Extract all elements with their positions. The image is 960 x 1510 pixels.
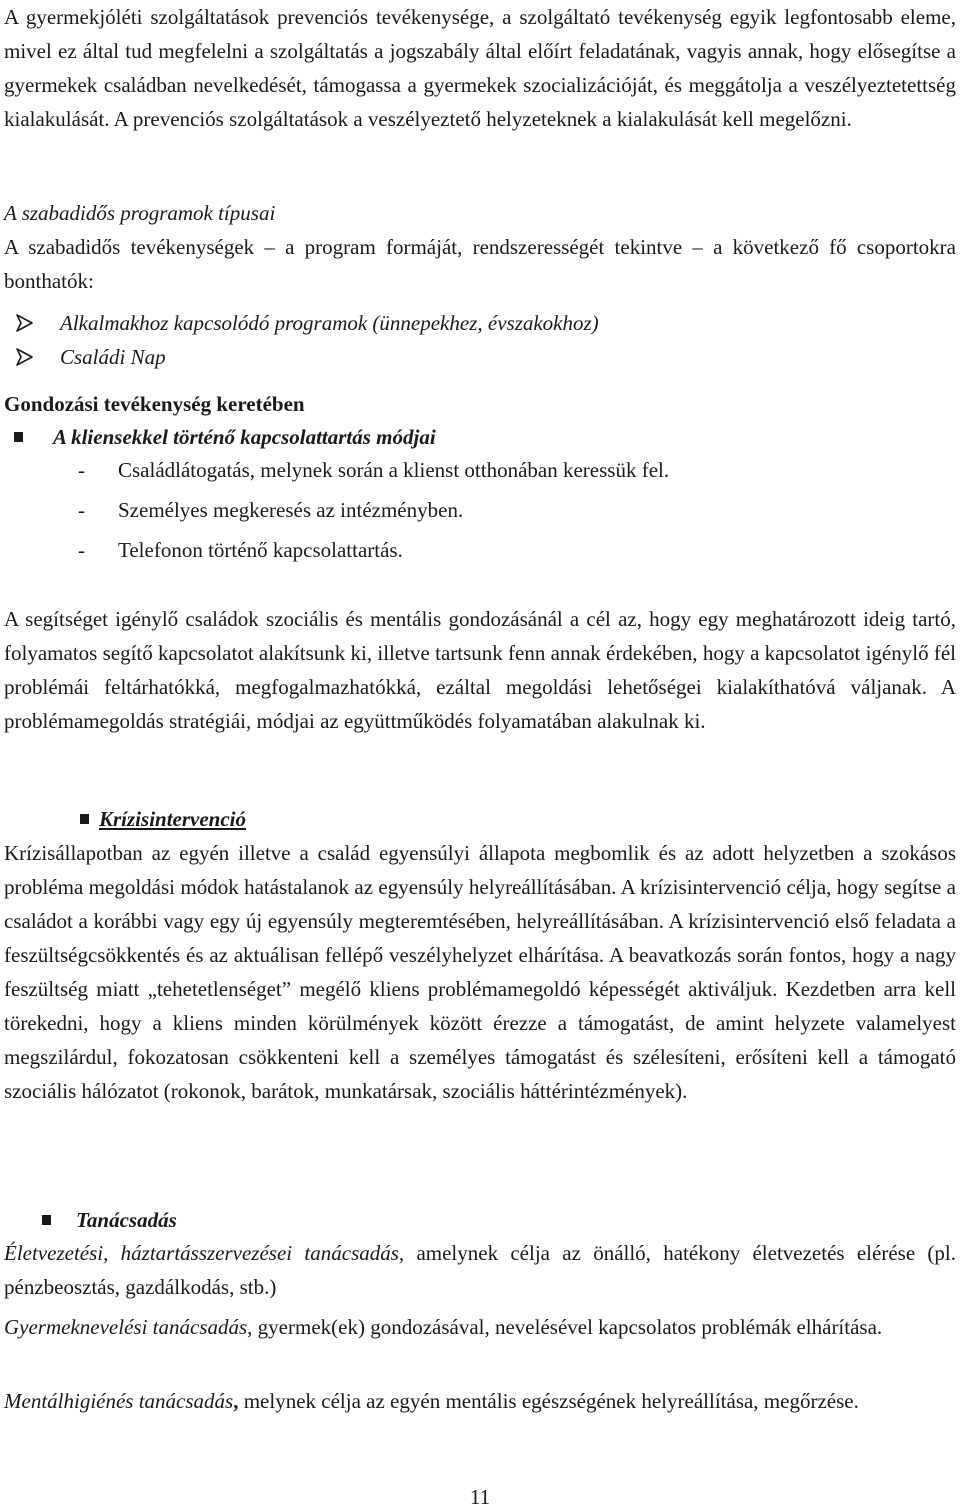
counseling-item: Mentálhigiénés tanácsadás, melynek célja az egyén mentális egészségének helyreállítása, megőrzése. — [4, 1389, 859, 1413]
leisure-title: A szabadidős programok típusai — [4, 201, 276, 225]
intro-paragraph: A gyermekjóléti szolgáltatások prevenciós tevékenysége, a szolgáltató tevékenység egyik legfontosabb eleme, mivel ez által tud megfelelni a szolgáltatás a jogszabály által előírt feladatának, vagyis annak, hogy elősegítse a gyermekek családban nevelkedését, támogassa a gyermekek szocializációját, és meggátolja a veszélyeztetettség kialakulását. A prevenciós szolgáltatások a veszélyeztető helyzeteknek a kialakulását kell megelőzni. — [4, 5, 956, 131]
arrow-bullet-icon — [4, 313, 60, 333]
crisis-paragraph: Krízisállapotban az egyén illetve a család egyensúlyi állapota megbomlik és az adott helyzetben a szokásos probléma megoldási módok hatástalanok az egyensúly helyreállításában. A krízisintervenció célja, hogy segítse a családot a korábbi vagy egy új egyensúly megteremtésében, helyreállításában. A krízisintervenció első feladata a feszültségcsökkentés és az aktuálisan fellépő veszélyhelyzet elhárítása. A beavatkozás során fontos, hogy a nagy feszültség miatt „tehetetlenséget” megélő kliens problémamegoldó képességét aktiváljuk. Kezdetben arra kell törekedni, hogy a kliens minden körülmények között érezze a támogatást, de amint helyzete valamelyest megszilárdul, fokozatosan csökkenteni kell a személyes támogatást és szélesíteni, erősíteni kell a támogató szociális hálózatot (rokonok, barátok, munkatársak, szociális háttérintézmények). — [4, 841, 956, 1103]
arrow-bullet-icon — [4, 347, 60, 367]
leisure-item — [4, 306, 599, 340]
list-item: - Telefonon történő kapcsolattartás. — [78, 538, 403, 562]
square-bullet-icon — [42, 1215, 51, 1225]
counseling-item: Gyermeknevelési tanácsadás, gyermek(ek) gondozásával, nevelésével kapcsolatos problémák elhárítása. — [4, 1315, 883, 1339]
leisure-item — [4, 340, 166, 374]
page-number: 11 — [469, 1485, 491, 1509]
contact-title: A kliensekkel történő kapcsolattartás módjai — [53, 425, 436, 449]
square-bullet-icon — [14, 432, 23, 442]
list-item: - Személyes megkeresés az intézményben. — [78, 498, 464, 522]
contact-title-row — [14, 420, 436, 454]
crisis-title: Krízisintervenció — [99, 807, 247, 831]
care-paragraph: A segítséget igénylő családok szociális és mentális gondozásánál a cél az, hogy egy meghatározott ideig tartó, folyamatos segítő kapcsolatot alakítsunk ki, illetve tartsunk fenn annak érdekében, hogy a kapcsolatot igénylő fél problémái feltárhatókká, megfogalmazhatókká, ezáltal megoldási lehetőségei kialakíthatóvá váljanak. A problémamegoldás stratégiái, módjai az együttműködés folyamatában alakulnak ki. — [4, 607, 956, 733]
counseling-title: Tanácsadás — [76, 1208, 177, 1232]
leisure-item-label: Alkalmakhoz kapcsolódó programok (ünnepekhez, évszakokhoz) — [60, 311, 599, 335]
leisure-paragraph: A szabadidős tevékenységek – a program formáját, rendszerességét tekintve – a következő fő csoportokra bonthatók: — [4, 235, 956, 293]
list-item: - Családlátogatás, melynek során a klienst otthonában keressük fel. — [78, 458, 670, 482]
leisure-item-label: Családi Nap — [60, 345, 166, 369]
counseling-title-row — [42, 1203, 177, 1237]
contact-list — [4, 453, 669, 573]
care-heading: Gondozási tevékenység keretében — [4, 392, 305, 416]
counseling-item: Életvezetési, háztartásszervezései tanácsadás, amelynek célja az önálló, hatékony életvezetés elérése (pl. pénzbeosztás, gazdálkodás, stb.) — [4, 1241, 956, 1299]
square-bullet-icon — [80, 814, 89, 824]
crisis-title-row — [80, 802, 246, 836]
